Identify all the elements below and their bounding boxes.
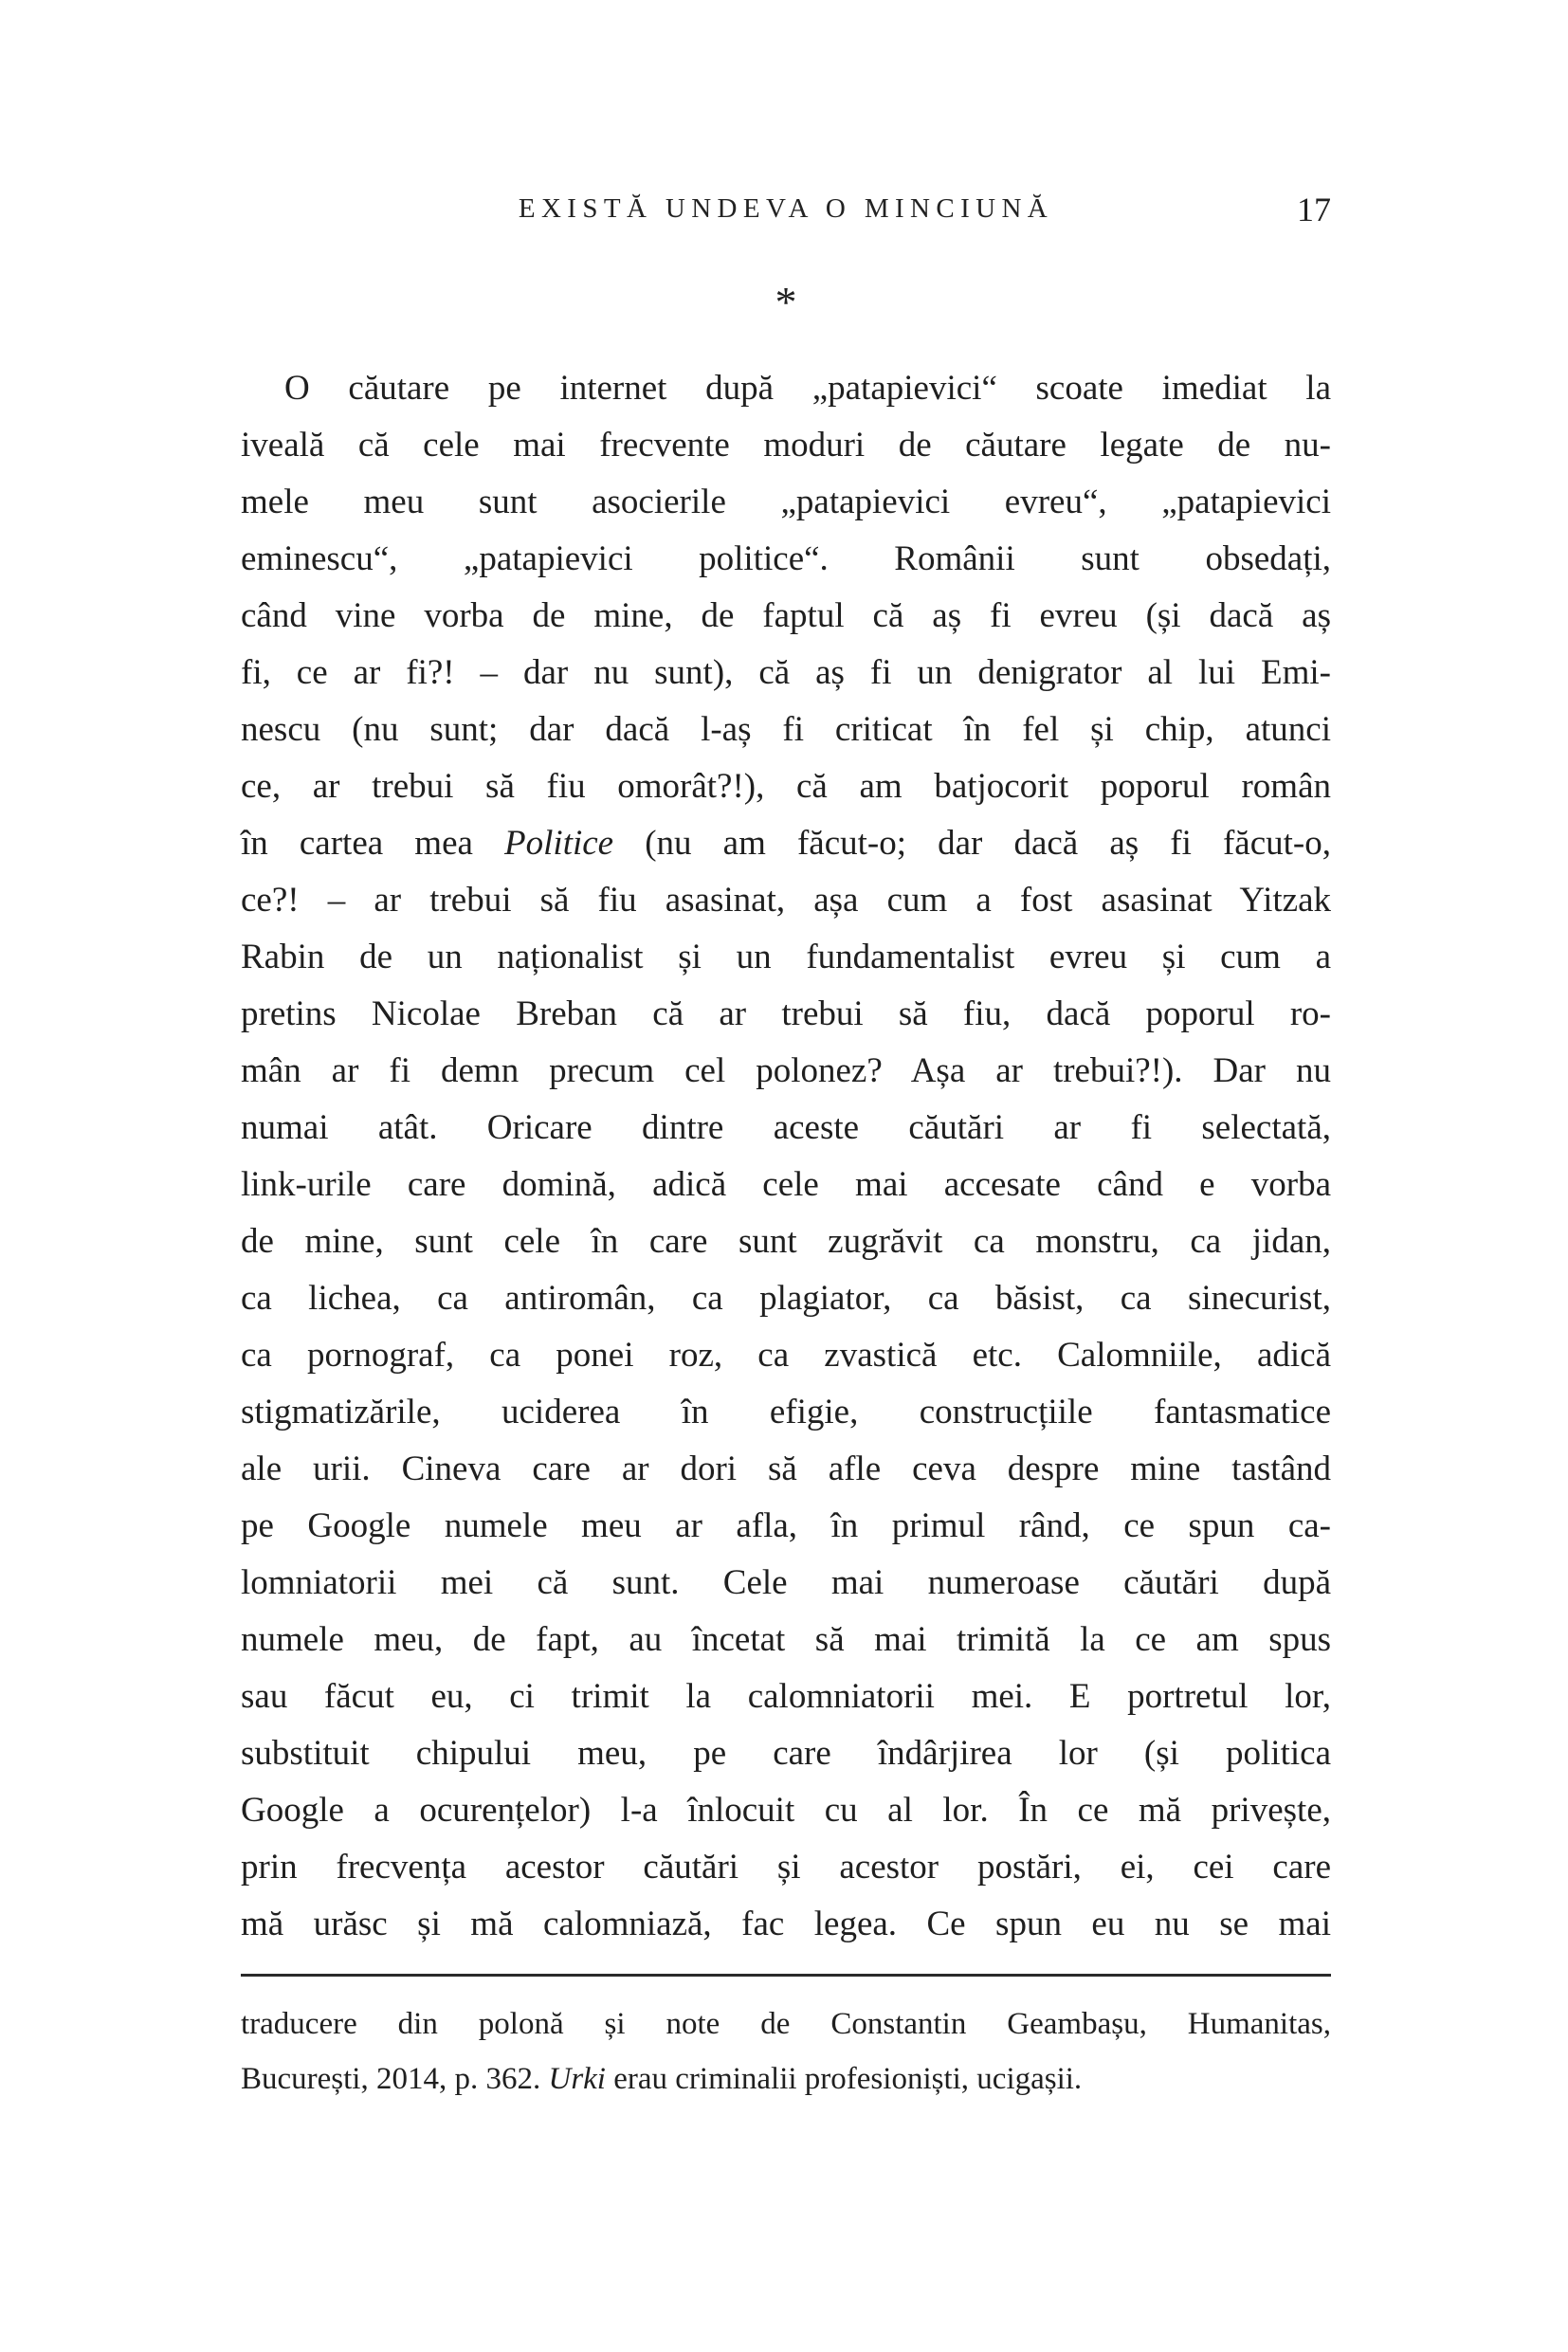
text-line: Rabin de un naționalist și un fundamentalist evreu și cum a [241, 938, 1331, 976]
text-line: stigmatizările, uciderea în efigie, construcțiile fantasmatice [241, 1393, 1331, 1431]
text-line: prin frecvența acestor căutări și acestor postări, ei, cei care [241, 1848, 1331, 1887]
footnote-rule [241, 1974, 1331, 1977]
text-line: mân ar fi demn precum cel polonez? Așa ar trebui?!). Dar nu [241, 1051, 1331, 1090]
text-line: numai atât. Oricare dintre aceste căutări ar fi selectată, [241, 1108, 1331, 1147]
text-line: nescu (nu sunt; dar dacă l-aș fi criticat în fel și chip, atunci [241, 710, 1331, 749]
text-line: de mine, sunt cele în care sunt zugrăvit ca monstru, ca jidan, [241, 1222, 1331, 1261]
text-line: fi, ce ar fi?! – dar nu sunt), că aș fi un denigrator al lui Emi- [241, 653, 1331, 692]
text-line: eminescu“, „patapievici politice“. Românii sunt obsedați, [241, 539, 1331, 578]
section-divider: * [775, 278, 797, 326]
text-line: iveală că cele mai frecvente moduri de căutare legate de nu- [241, 426, 1331, 465]
text-line: ce?! – ar trebui să fiu asasinat, așa cum a fost asasinat Yitzak [241, 881, 1331, 920]
text-line: sau făcut eu, ci trimit la calomniatorii mei. E portretul lor, [241, 1677, 1331, 1716]
text-line: Google a ocurențelor) l-a înlocuit cu al lor. În ce mă privește, [241, 1791, 1331, 1830]
text-line: traducere din polonă și note de Constantin Geambașu, Humanitas, [241, 2007, 1331, 2041]
text-line: mă urăsc și mă calomniază, fac legea. Ce spun eu nu se mai [241, 1905, 1331, 1943]
text-line: București, 2014, p. 362. Urki erau criminalii profesioniști, ucigașii. [241, 2062, 1083, 2096]
text-line: numele meu, de fapt, au încetat să mai trimită la ce am spus [241, 1620, 1331, 1659]
text-line: mele meu sunt asocierile „patapievici evreu“, „patapievici [241, 483, 1331, 521]
running-title: EXISTĂ UNDEVA O MINCIUNĂ [518, 193, 1054, 224]
text-line: O căutare pe internet după „patapievici“ scoate imediat la [284, 369, 1331, 408]
body-text [241, 360, 1331, 1953]
text-line: ca pornograf, ca ponei roz, ca zvastică etc. Calomniile, adică [241, 1336, 1331, 1375]
text-line: în cartea mea Politice (nu am făcut-o; dar dacă aș fi făcut-o, [241, 824, 1331, 863]
text-line: lomniatorii mei că sunt. Cele mai numeroase căutări după [241, 1563, 1331, 1602]
running-header [241, 193, 1331, 235]
text-line: ale urii. Cineva care ar dori să afle ceva despre mine tastând [241, 1449, 1331, 1488]
text-line: pe Google numele meu ar afla, în primul rând, ce spun ca- [241, 1506, 1331, 1545]
text-line: substituit chipului meu, pe care îndârjirea lor (și politica [241, 1734, 1331, 1773]
text-line: link-urile care domină, adică cele mai accesate când e vorba [241, 1165, 1331, 1204]
page-number: 17 [1297, 191, 1331, 228]
text-line: ca lichea, ca antiromân, ca plagiator, ca băsist, ca sinecurist, [241, 1279, 1331, 1318]
text-line: pretins Nicolae Breban că ar trebui să fiu, dacă poporul ro- [241, 994, 1331, 1033]
text-line: când vine vorba de mine, de faptul că aș fi evreu (și dacă aș [241, 596, 1331, 635]
footnote-text [241, 1996, 1331, 2106]
text-line: ce, ar trebui să fiu omorât?!), că am batjocorit poporul român [241, 767, 1331, 806]
